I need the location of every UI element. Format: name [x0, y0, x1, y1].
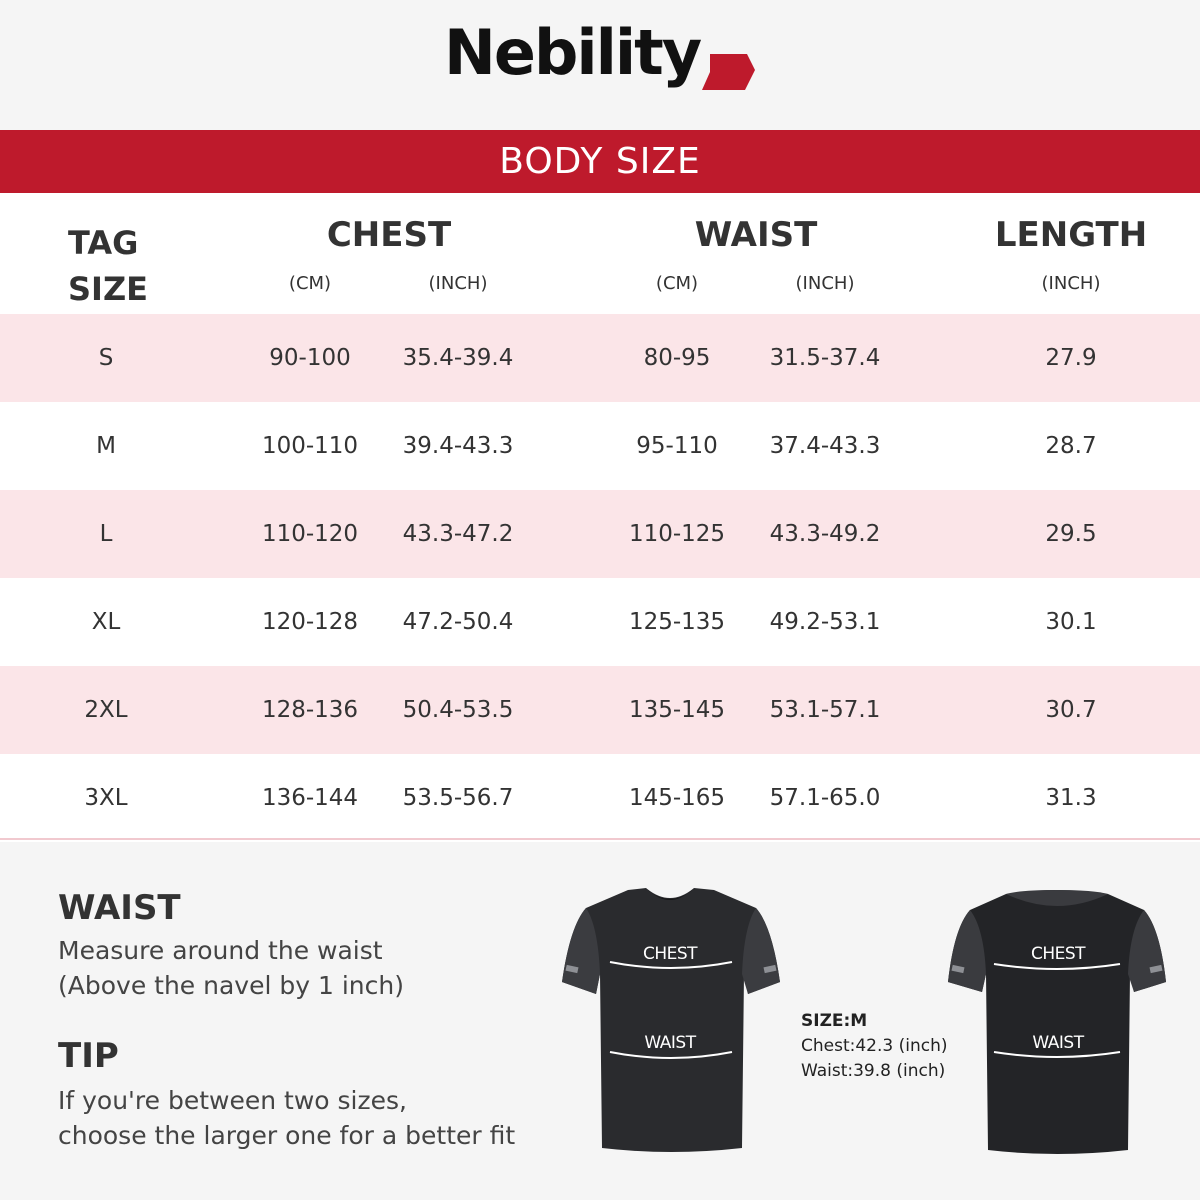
cell-waist-cm: 95-110 [636, 433, 718, 459]
front-chest-label: CHEST [642, 944, 698, 964]
table-row [0, 754, 1200, 842]
waist-title: WAIST [58, 888, 181, 928]
cell-size: XL [91, 609, 121, 635]
cell-chest-inch: 53.5-56.7 [402, 785, 514, 811]
back-shirt-image [944, 888, 1170, 1154]
cell-chest-cm: 136-144 [261, 785, 359, 811]
spec-chest: Chest:42.3 (inch) [801, 1036, 948, 1056]
cell-length-inch: 28.7 [1045, 433, 1097, 459]
spec-size: SIZE:M [801, 1011, 868, 1031]
cell-size: 3XL [84, 785, 128, 811]
cell-waist-cm: 145-165 [628, 785, 726, 811]
unit-length-inch: (INCH) [1041, 273, 1101, 294]
cell-waist-inch: 31.5-37.4 [769, 345, 881, 371]
cell-length-inch: 31.3 [1045, 785, 1097, 811]
cell-waist-inch: 57.1-65.0 [769, 785, 881, 811]
table-row [0, 490, 1200, 578]
cell-waist-cm: 125-135 [628, 609, 726, 635]
cell-length-inch: 27.9 [1045, 345, 1097, 371]
section-banner [0, 130, 1200, 193]
brand-logo-mark-icon [700, 52, 756, 92]
cell-chest-cm: 100-110 [261, 433, 359, 459]
waist-desc [58, 933, 404, 1003]
tip-title: TIP [58, 1036, 119, 1076]
cell-length-inch: 30.1 [1045, 609, 1097, 635]
waist-desc-line1: Measure around the waist [58, 936, 383, 965]
cell-waist-cm: 80-95 [643, 345, 711, 371]
cell-chest-inch: 43.3-47.2 [402, 521, 514, 547]
cell-chest-cm: 110-120 [261, 521, 359, 547]
brand-logo-text: Nebility [444, 16, 701, 89]
cell-size: S [98, 345, 114, 371]
cell-length-inch: 30.7 [1045, 697, 1097, 723]
cell-size: 2XL [84, 697, 128, 723]
table-row [0, 402, 1200, 490]
header-tag-size [68, 220, 148, 312]
back-chest-label: CHEST [1030, 944, 1086, 964]
tip-desc-line1: If you're between two sizes, [58, 1086, 407, 1115]
table-row [0, 578, 1200, 666]
tip-desc-line2: choose the larger one for a better fit [58, 1121, 516, 1150]
table-row [0, 666, 1200, 754]
cell-chest-inch: 47.2-50.4 [402, 609, 514, 635]
cell-chest-inch: 39.4-43.3 [402, 433, 514, 459]
spec-waist: Waist:39.8 (inch) [801, 1061, 946, 1081]
cell-size: M [96, 433, 116, 459]
waist-desc-line2: (Above the navel by 1 inch) [58, 971, 404, 1000]
front-waist-label: WAIST [644, 1033, 696, 1053]
unit-waist-cm: (CM) [655, 273, 699, 294]
unit-chest-inch: (INCH) [428, 273, 488, 294]
cell-chest-cm: 90-100 [269, 345, 351, 371]
unit-chest-cm: (CM) [288, 273, 332, 294]
size-table [0, 193, 1200, 840]
header-chest: CHEST [326, 215, 452, 255]
cell-waist-inch: 37.4-43.3 [769, 433, 881, 459]
cell-waist-inch: 53.1-57.1 [769, 697, 881, 723]
cell-length-inch: 29.5 [1045, 521, 1097, 547]
back-waist-label: WAIST [1032, 1033, 1084, 1053]
table-row [0, 314, 1200, 402]
header-waist: WAIST [694, 215, 818, 255]
cell-size: L [99, 521, 113, 547]
unit-waist-inch: (INCH) [795, 273, 855, 294]
header-tag-line2: SIZE [68, 270, 149, 308]
cell-chest-inch: 50.4-53.5 [402, 697, 514, 723]
header-length: LENGTH [994, 215, 1148, 255]
header-tag-line1: TAG [68, 224, 139, 262]
cell-waist-cm: 135-145 [628, 697, 726, 723]
cell-waist-cm: 110-125 [628, 521, 726, 547]
cell-chest-cm: 120-128 [261, 609, 359, 635]
cell-waist-inch: 43.3-49.2 [769, 521, 881, 547]
cell-waist-inch: 49.2-53.1 [769, 609, 881, 635]
cell-chest-cm: 128-136 [261, 697, 359, 723]
cell-chest-inch: 35.4-39.4 [402, 345, 514, 371]
tip-desc [58, 1083, 515, 1153]
header [0, 0, 1200, 130]
banner-title: BODY SIZE [499, 141, 701, 182]
front-shirt-image [558, 886, 784, 1152]
table-divider [0, 838, 1200, 840]
